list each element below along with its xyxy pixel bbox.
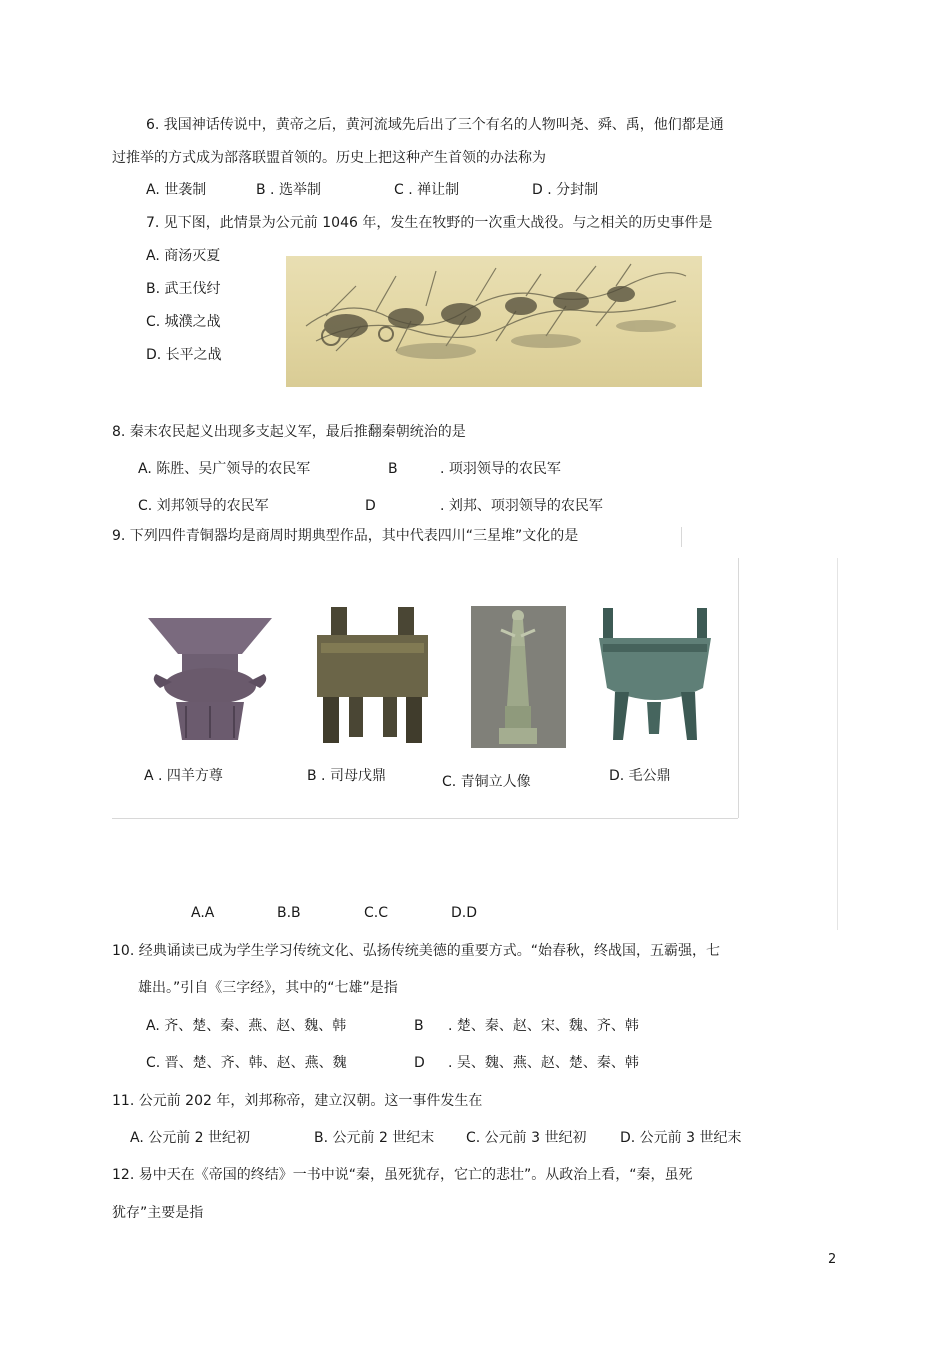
q8-option-b-letter: B [388,461,398,477]
divider [681,527,682,547]
q6-option-d: D . 分封制 [532,182,599,198]
q9-option-b: B.B [277,905,301,921]
q8-option-b: . 项羽领导的农民军 [440,461,561,477]
q9-caption-b: B . 司母戊鼎 [307,768,386,784]
q8-option-c: C. 刘邦领导的农民军 [138,498,269,514]
divider [837,558,838,930]
divider [112,818,738,819]
q8-option-a: A. 陈胜、吴广领导的农民军 [138,461,311,477]
q11-text: 11. 公元前 202 年，刘邦称帝，建立汉朝。这一事件发生在 [112,1093,483,1109]
q9-option-a: A.A [191,905,215,921]
divider [738,558,739,818]
q7-option-a: A. 商汤灭夏 [146,248,221,264]
q11-option-d: D. 公元前 3 世纪末 [620,1130,742,1146]
q8-option-d: . 刘邦、项羽领导的农民军 [440,498,603,514]
q9-caption-a: A . 四羊方尊 [144,768,223,784]
q6-option-a: A. 世袭制 [146,182,207,198]
q10-option-a: A. 齐、楚、秦、燕、赵、魏、韩 [146,1018,347,1034]
q8-text: 8. 秦末农民起义出现多支起义军，最后推翻秦朝统治的是 [112,424,466,440]
simuwu-ding-image [313,607,432,745]
q9-option-c: C.C [364,905,389,921]
q10-line2: 雄出。”引自《三字经》，其中的“七雄”是指 [138,980,398,996]
page-number: 2 [828,1252,837,1267]
q6-option-b: B . 选举制 [256,182,321,198]
q7-text: 7. 见下图，此情景为公元前 1046 年，发生在牧野的一次重大战役。与之相关的历史事件是 [146,215,713,231]
q11-option-a: A. 公元前 2 世纪初 [130,1130,251,1146]
q7-option-d: D. 长平之战 [146,347,222,363]
q10-option-b-letter: B [414,1018,424,1034]
q9-caption-c: C. 青铜立人像 [442,774,531,790]
q9-caption-d: D. 毛公鼎 [609,768,671,784]
q10-option-d: . 吴、魏、燕、赵、楚、秦、韩 [448,1055,639,1071]
battle-of-muye-image [286,256,702,387]
q6-option-c: C . 禅让制 [394,182,460,198]
four-goat-square-zun-image [146,614,274,742]
q12-line2: 犹存”主要是指 [112,1205,204,1221]
q8-option-d-letter: D [365,498,376,514]
q6-line1: 6. 我国神话传说中，黄帝之后，黄河流域先后出了三个有名的人物叫尧、舜、禹，他们都是通 [146,117,724,133]
q9-option-d: D.D [451,905,478,921]
q11-option-b: B. 公元前 2 世纪末 [314,1130,435,1146]
q10-option-d-letter: D [414,1055,425,1071]
q7-option-b: B. 武王伐纣 [146,281,221,297]
q11-option-c: C. 公元前 3 世纪初 [466,1130,587,1146]
q9-text: 9. 下列四件青铜器均是商周时期典型作品，其中代表四川“三星堆”文化的是 [112,528,579,544]
bronze-standing-figure-image [471,606,566,748]
q6-line2: 过推举的方式成为部落联盟首领的。历史上把这种产生首领的办法称为 [112,150,546,166]
q10-option-c: C. 晋、楚、齐、韩、赵、燕、魏 [146,1055,347,1071]
q12-line1: 12. 易中天在《帝国的终结》一书中说“秦，虽死犹存，它亡的悲壮”。从政治上看，“秦，虽死 [112,1167,693,1183]
q10-line1: 10. 经典诵读已成为学生学习传统文化、弘扬传统美德的重要方式。“始春秋，终战国，五霸强，七 [112,943,720,959]
q7-option-c: C. 城濮之战 [146,314,221,330]
maogong-ding-image [599,608,711,742]
q10-option-b: . 楚、秦、赵、宋、魏、齐、韩 [448,1018,639,1034]
